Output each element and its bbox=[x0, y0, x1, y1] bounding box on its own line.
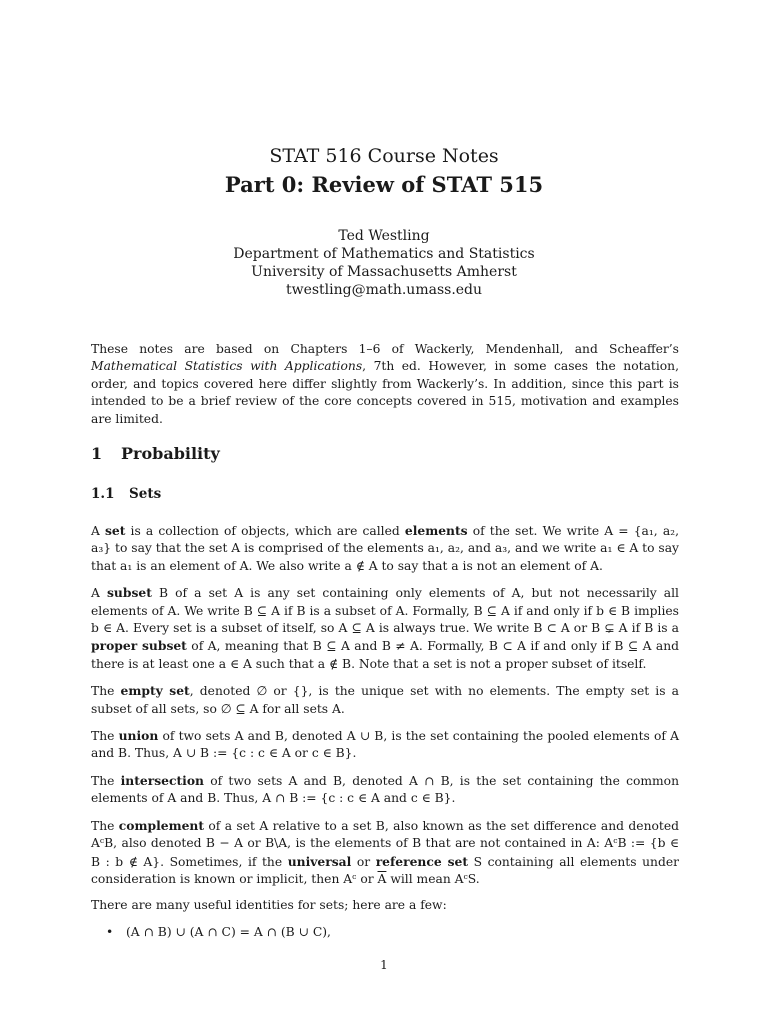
paragraph-subset: A subset B of a set A is any set containing only elements of A, but not necessarily all elements of A. We write B ⊆ A if B is a subset of A. Formally, B ⊆ A if and only if b ∈ B implies b ∈ A. Every set is a subset of itself, so A ⊆ A is always true. We write B ⊂ A or B ⊊ A if B is a proper subset of A, meaning that B ⊆ A and B ≠ A. Formally, B ⊂ A if and only if B ⊆ A and there is at least one a ∈ A such that a ∉ B. Note that a set is not a proper subset of itself. bbox=[91, 585, 679, 671]
author-university: University of Massachusetts Amherst bbox=[251, 264, 517, 280]
abstract bbox=[91, 341, 679, 437]
subsection-title: Sets bbox=[129, 486, 162, 502]
identity-list bbox=[91, 924, 679, 941]
section-title: Probability bbox=[121, 444, 220, 463]
paragraph-intersection: The intersection of two sets A and B, denoted A ∩ B, is the set containing the common elements of A and B. Thus, A ∩ B := {c : c ∈ A and c ∈ B}. bbox=[91, 772, 680, 806]
doc-subtitle: Part 0: Review of STAT 515 bbox=[224, 172, 544, 197]
paragraph-empty-set: The empty set, denoted ∅ or {}, is the unique set with no elements. The empty set is a subset of all sets, so ∅ ⊆ A for all sets A. bbox=[91, 683, 680, 716]
abstract-paragraph bbox=[91, 341, 679, 428]
paragraph-identities: There are many useful identities for sets; here are a few: bbox=[91, 898, 447, 913]
book-title: Mathematical Statistics with Applications bbox=[91, 359, 363, 374]
page-number: 1 bbox=[380, 958, 388, 972]
section-number: 1 bbox=[91, 444, 103, 463]
paragraph-complement: The complement of a set A relative to a set B, also known as the set difference and denoted AᶜB, also denoted B − A or B\A, is the elements of B that are not contained in A: AᶜB := {b ∈ B : b ∉ A}. Sometimes, if the universal or reference set S containing all elements under consideration is known or implicit, then Aᶜ or $\overline{A}$ will mean AᶜS. bbox=[91, 817, 679, 886]
doc-title: STAT 516 Course Notes bbox=[269, 145, 499, 167]
author-name: Ted Westling bbox=[338, 228, 430, 244]
abstract-text-2: , 7th ed. However, in some cases the notation, order, and topics covered here differ slightly from Wackerly’s. In addition, since this part is intended to be a brief review of the core concepts covered in 515, motivation and examples are limited. bbox=[91, 359, 680, 426]
section-heading bbox=[91, 444, 220, 463]
subsection-heading bbox=[91, 486, 161, 502]
abstract-text-1: These notes are based on Chapters 1–6 of Wackerly, Mendenhall, and Scheaffer’s bbox=[91, 342, 679, 356]
author-department: Department of Mathematics and Statistics bbox=[233, 246, 535, 262]
paragraph-union: The union of two sets A and B, denoted A ∪ B, is the set containing the pooled elements of A and B. Thus, A ∪ B := {c : c ∈ A or c ∈ B}. bbox=[91, 728, 680, 761]
list-item: • (A ∩ B) ∪ (A ∩ C) = A ∩ (B ∪ C), bbox=[91, 924, 679, 941]
subsection-number: 1.1 bbox=[91, 486, 115, 502]
paragraph-set: A set is a collection of objects, which are called elements of the set. We write A = {a₁, a₂, a₃} to say that the set A is comprised of the elements a₁, a₂, and a₃, and we write a₁ ∈ A to say that a₁ is an element of A. We also write a ∉ A to say that a is not an element of A. bbox=[91, 523, 679, 573]
author-block bbox=[0, 227, 768, 299]
section-content bbox=[91, 522, 679, 941]
author-email: twestling@math.umass.edu bbox=[285, 282, 483, 298]
